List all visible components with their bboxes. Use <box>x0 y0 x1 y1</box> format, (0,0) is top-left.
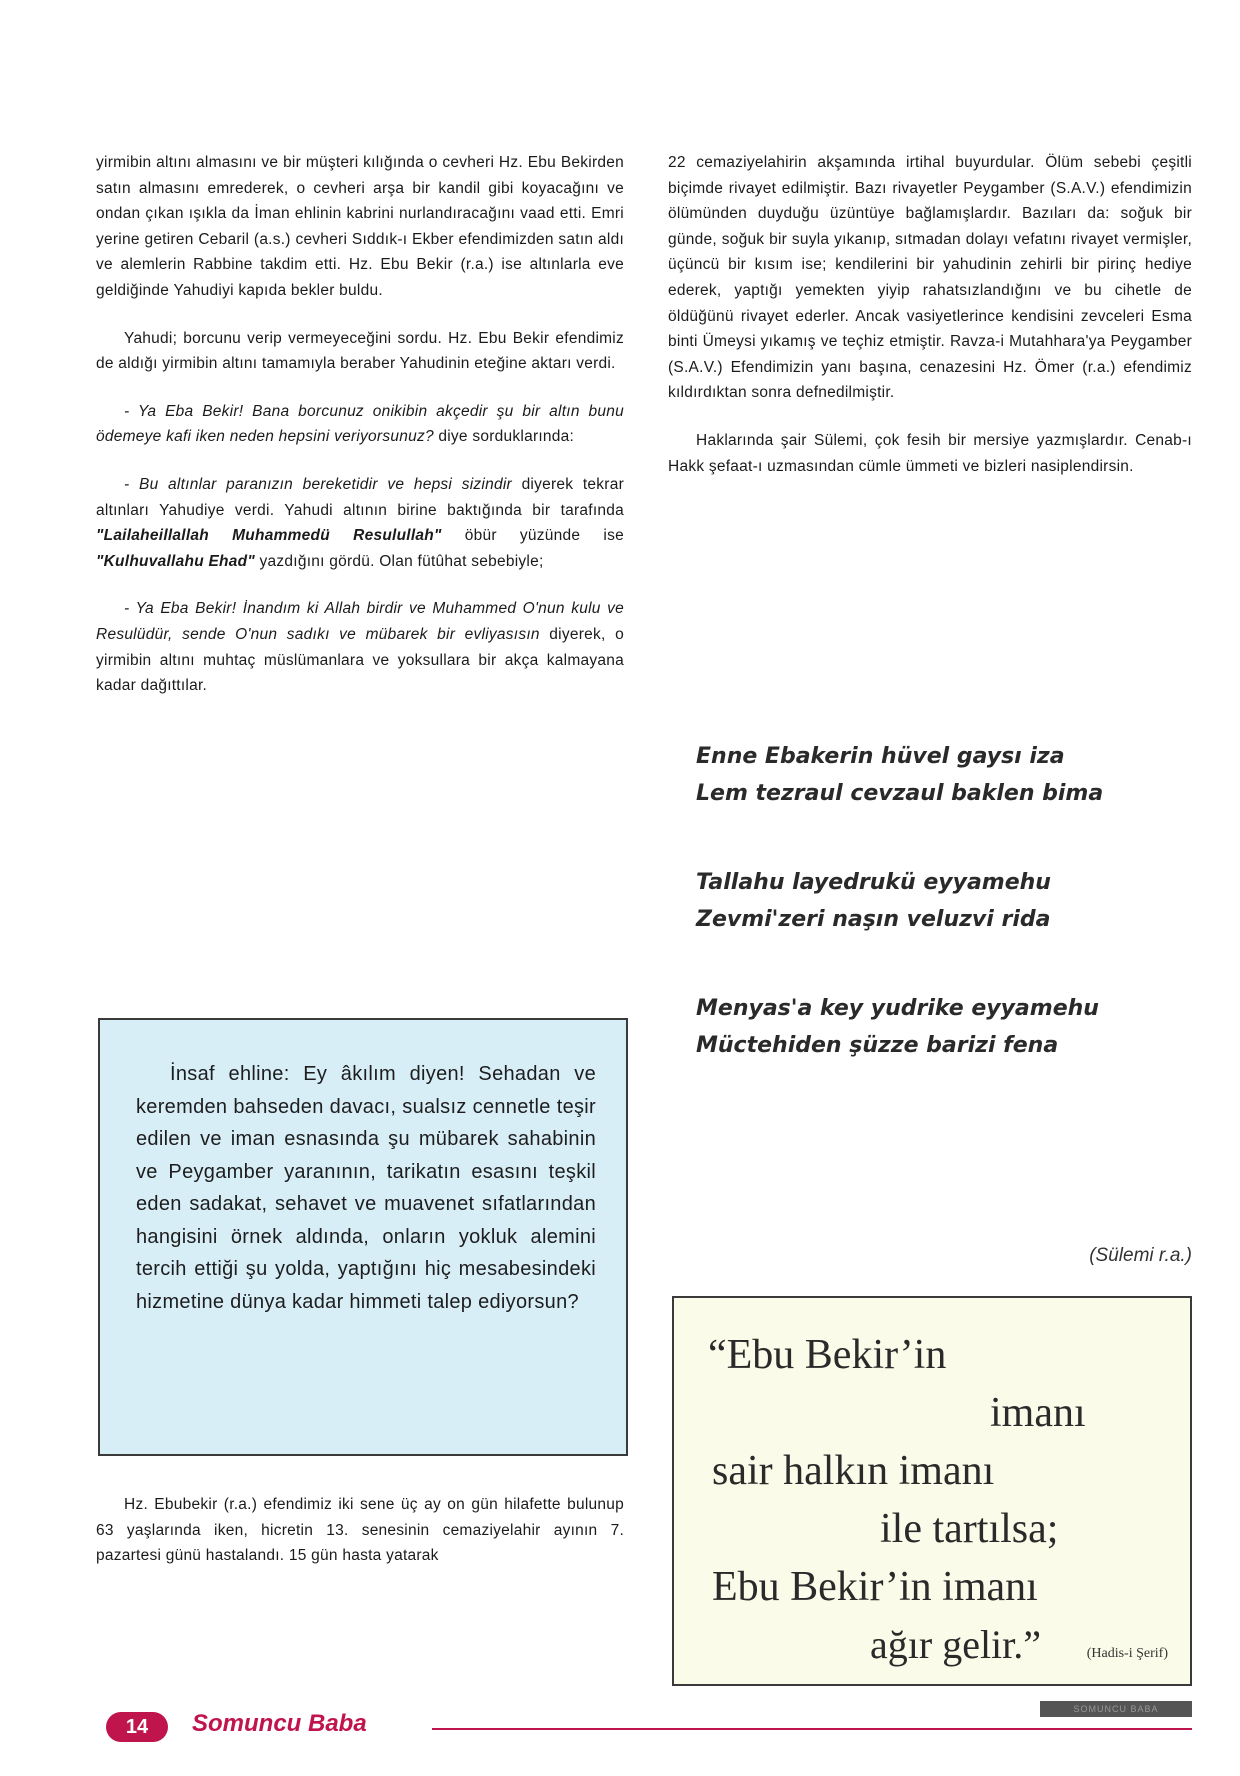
poem-line: Zevmi'zeri naşın veluzvi rida <box>696 907 1051 932</box>
quote-line: ağır gelir.” <box>870 1622 1042 1667</box>
dialogue-italic: - Ya Eba Bekir! Bana borcunuz onikibin akçedir şu bir altın bunu ödemeye kafi iken neden hepsini veriyorsunuz? <box>96 402 624 446</box>
quote-source: (Hadis-i Şerif) <box>1086 1646 1168 1661</box>
left-paragraph-6: Hz. Ebubekir (r.a.) efendimiz iki sene üç ay on gün hilafette bulunup 63 yaşlarında iken, hicretin 13. senesinin cemaziyelahir ayının 7. pazartesi günü hastalandı. 15 gün hasta yatarak <box>96 1496 624 1565</box>
poem-line: Lem tezraul cevzaul baklen bima <box>696 781 1104 806</box>
highlight-text: İnsaf ehline: Ey âkılım diyen! Sehadan ve keremden bahseden davacı, sualsız cennetle teşir edilen ve iman esnasında şu mübarek sahabinin ve Peygamber yaranının, tarikatın esasını teşkil eden sadakat, sehavet ve muavenet sıfatlarından hangisini örnek aldında, onların yokluk alemini tercih ettiği şu yolda, yaptığını hiç mesabesindeki hizmetine dünya kadar himmeti talep ediyorsun? <box>136 1063 596 1313</box>
dialogue-rest: diye sorduklarında: <box>433 428 575 446</box>
left-column-bottom <box>96 1492 624 1591</box>
quote-line: Ebu Bekir’in imanı <box>712 1564 1038 1610</box>
quote-line: ile tartılsa; <box>880 1506 1059 1552</box>
poem-line: Menyas'a key yudrike eyyamehu <box>696 996 1099 1021</box>
poem-stanza-1 <box>696 738 1196 812</box>
right-paragraph-2: Haklarında şair Sülemi, çok fesih bir mersiye yazmışlardır. Cenab-ı Hakk şefaat-ı uzmasından cümle ümmeti ve bizleri nasiplendirsin. <box>668 431 1192 475</box>
poem-line: Müctehiden şüzze barizi fena <box>696 1033 1059 1058</box>
kelime-i-tevhid: "Lailaheillallah Muhammedü Resulullah" <box>96 527 442 545</box>
hadith-quote-box <box>672 1296 1192 1686</box>
dark-tag <box>1040 1701 1192 1717</box>
page-footer <box>96 1710 1196 1776</box>
quote-line: “Ebu Bekir’in <box>708 1332 947 1378</box>
quote-line: imanı <box>990 1390 1086 1436</box>
right-paragraph-1: 22 cemaziyelahirin akşamında irtihal buyurdular. Ölüm sebebi çeşitli biçimde rivayet edilmiştir. Bazı rivayetler Peygamber (S.A.V.) efendimizin ölümünden duyduğu üzüntüye bağlamışlardır. Bazıları da: soğuk bir günde, soğuk bir suyla yıkanıp, sıtmadan dolayı vefatını rivayet vermişler, üçüncü bir kısım ise; kendilerini bir yahudinin zehirli bir pirinç hediye ederek, yaptığı yemekten yiyip rahatsızlandığını ve bu cihetle de öldüğünü rivayet ederler. Ancak vasiyetlerince kendisini zevceleri Esma binti Ümeysi yıkamış ve teçhiz etmiştir. Ravza-i Mutahhara'ya Peygamber (S.A.V.) Efendimizin yanı başına, cenazesini Hz. Ömer (r.a.) efendimiz kıldırdıktan sonra defnedilmiştir. <box>668 154 1192 402</box>
quote-line: sair halkın imanı <box>712 1448 995 1494</box>
poem-stanza-2 <box>696 864 1196 938</box>
poem-line: Tallahu layedrukü eyyamehu <box>696 870 1051 895</box>
highlight-box <box>98 1018 628 1456</box>
dialogue-italic: - Bu altınlar paranızın bereketidir ve hepsi sizindir <box>124 475 512 493</box>
poem-line: Enne Ebakerin hüvel gaysı iza <box>696 744 1065 769</box>
text-run: öbür yüzünde ise <box>441 527 624 545</box>
page-number: 14 <box>106 1712 168 1742</box>
dialogue-italic: - Ya Eba Bekir! İnandım ki Allah birdir ve Muhammed O'nun kulu ve Resulüdür, sende O'nun sadıkı ve mübarek bir evliyasısın <box>96 600 624 643</box>
magazine-name: Somuncu Baba <box>192 1710 367 1737</box>
left-paragraph-4 <box>96 472 624 574</box>
text-run: yazdığını gördü. Olan fütûhat sebebiyle; <box>254 552 544 570</box>
left-paragraph-5 <box>96 596 624 698</box>
poem-signature: (Sülemi r.a.) <box>1089 1245 1192 1266</box>
dark-tag-label: SOMUNCU BABA <box>1073 1704 1159 1714</box>
left-column <box>96 150 624 721</box>
left-paragraph-2: Yahudi; borcunu verip vermeyeceğini sordu. Hz. Ebu Bekir efendimiz de aldığı yirmibin altını tamamıyla beraber Yahudinin eteğine aktarı verdi. <box>96 329 624 373</box>
footer-rule <box>432 1728 1192 1730</box>
left-paragraph-1: yirmibin altını almasını ve bir müşteri kılığında o cevheri Hz. Ebu Bekirden satın almasını emrederek, o cevheri arşa bir kandil gibi koyacağını ve ondan çıkan ışıkla da İman ehlinin kabrini nurlandıracağını vaad etti. Emri yerine getiren Cebaril (a.s.) cevheri Sıddık-ı Ekber efendimizden satın aldı ve alemlerin Rabbine takdim etti. Hz. Ebu Bekir (r.a.) ise altınlarla eve geldiğinde Yahudiyi kapıda bekler buldu. <box>96 154 624 299</box>
ihlas-phrase: "Kulhuvallahu Ehad" <box>96 552 255 570</box>
text-run: diyerek tekrar altınları Yahudiye verdi. Yahudi altının birine baktığında bir tarafında <box>96 475 624 519</box>
right-column <box>668 150 1192 501</box>
left-paragraph-3 <box>96 399 624 450</box>
dialogue-rest: diyerek, o yirmibin altını muhtaç müslümanlara ve yoksullara bir akça kalmayana kadar dağıttılar. <box>96 625 624 695</box>
poem-stanza-3 <box>696 990 1196 1064</box>
